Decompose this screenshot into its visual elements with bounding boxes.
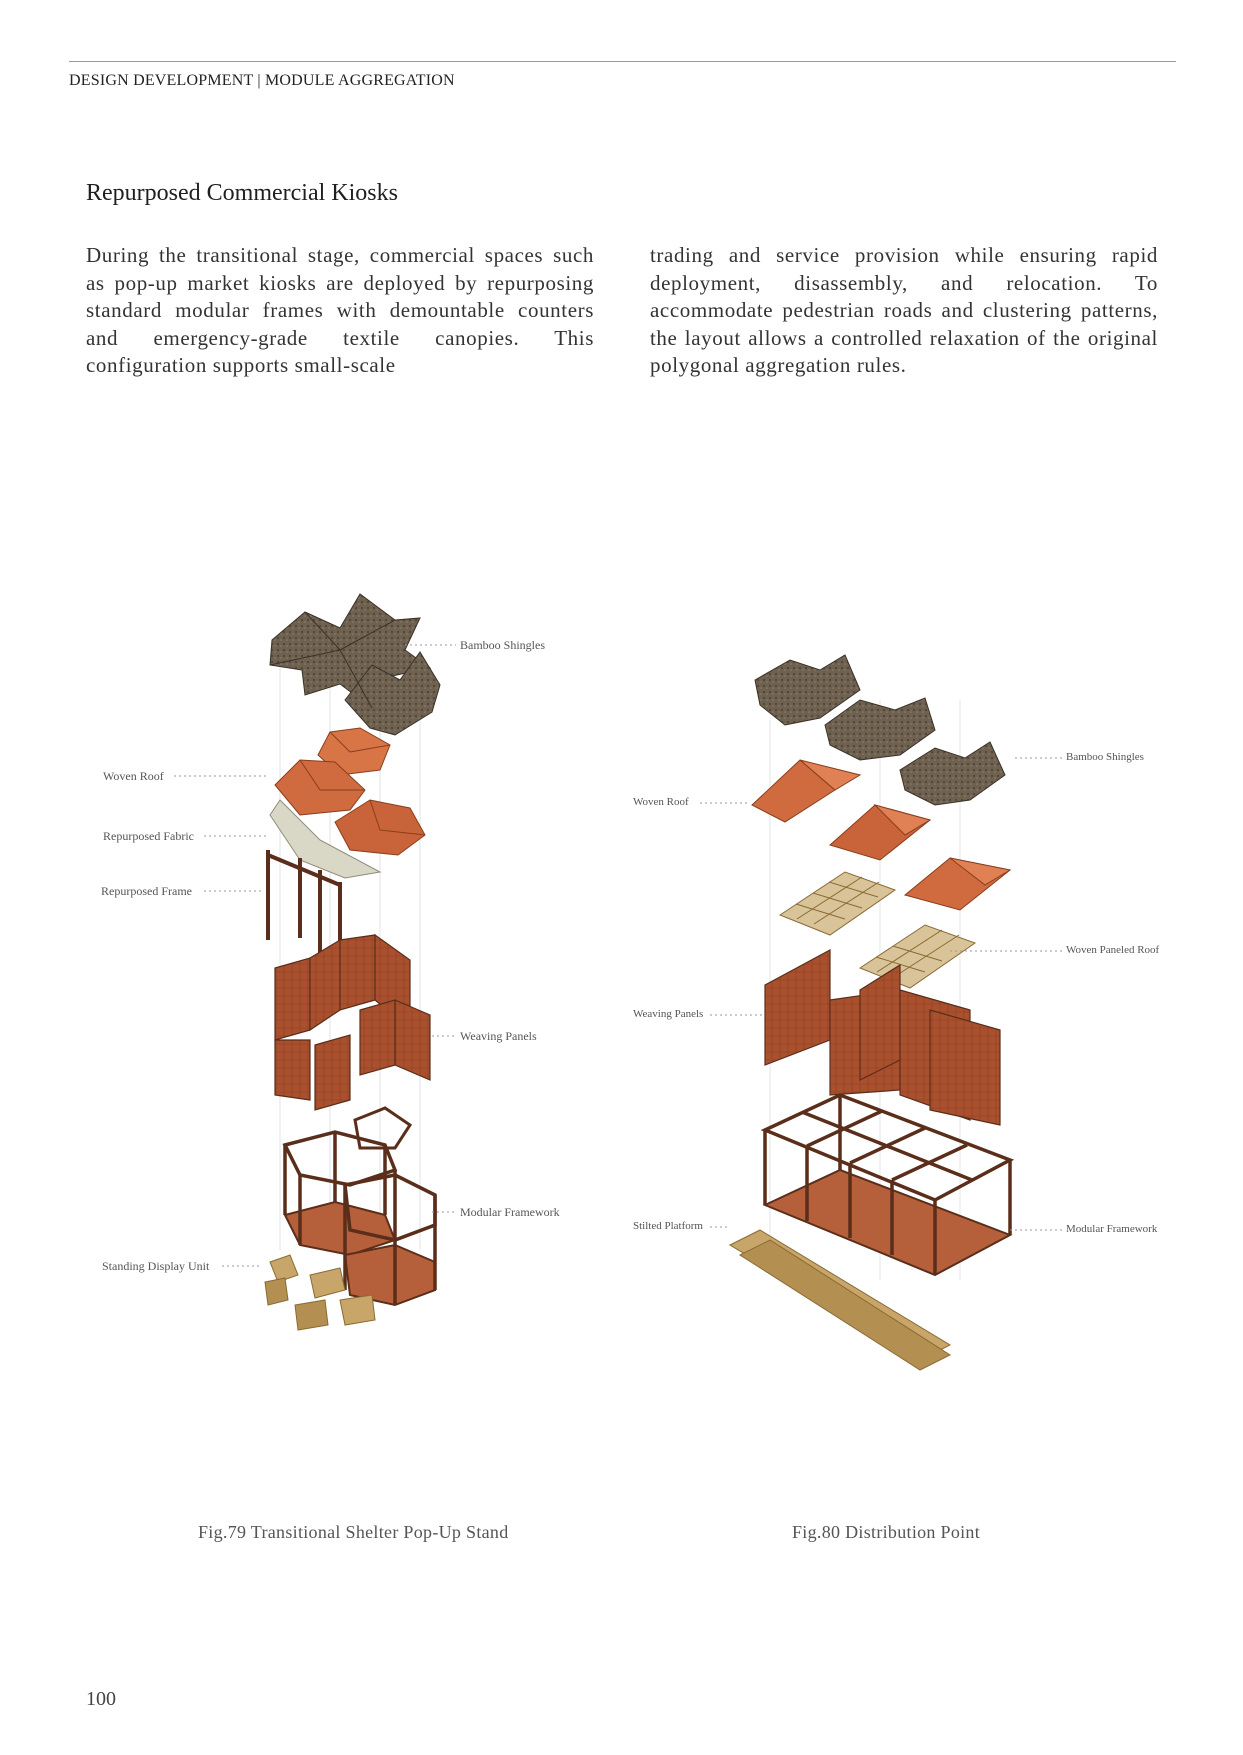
fig80-label-stilted-platform: Stilted Platform [633,1220,703,1232]
fig79-label-modular-framework: Modular Framework [460,1205,560,1219]
page-number: 100 [86,1688,116,1710]
section-header: DESIGN DEVELOPMENT | MODULE AGGREGATION [69,72,455,89]
fig79-label-bamboo-shingles: Bamboo Shingles [460,638,546,652]
body-text-right: trading and service provision while ensuring rapid deployment, disassembly, and relocation. To accommodate pedestrian roads and clustering patterns, the layout allows a controlled relaxation of the original polygonal aggregation rules. [650,243,1158,377]
fig79-bamboo-shingles [270,594,440,735]
fig79-label-weaving-panels: Weaving Panels [460,1029,537,1043]
fig80-modular-framework [765,1095,1010,1275]
fig79-caption: Fig.79 Transitional Shelter Pop-Up Stand [198,1522,509,1542]
fig79-label-repurposed-frame: Repurposed Frame [101,884,192,898]
page-title: Repurposed Commercial Kiosks [86,180,398,206]
fig80-weaving-panels [765,950,1000,1125]
fig80-caption: Fig.80 Distribution Point [792,1522,981,1542]
fig79-label-repurposed-fabric: Repurposed Fabric [103,829,194,843]
fig80-label-woven-paneled-roof: Woven Paneled Roof [1066,944,1160,956]
fig80-label-weaving-panels: Weaving Panels [633,1008,704,1020]
fig80-label-bamboo-shingles: Bamboo Shingles [1066,751,1144,763]
fig80-label-modular-framework: Modular Framework [1066,1223,1158,1235]
fig79-modular-framework [285,1108,435,1305]
fig79-label-woven-roof: Woven Roof [103,769,164,783]
fig80-label-woven-roof: Woven Roof [633,796,689,808]
fig79-label-standing-display-unit: Standing Display Unit [102,1259,210,1273]
fig79-weaving-panels [275,935,430,1110]
body-text-left: During the transitional stage, commercial spaces such as pop-up market kiosks are deployed by repurposing standard modular frames with demountable counters and emergency-grade textile canopies. This configuration supports small-scale [86,243,594,377]
